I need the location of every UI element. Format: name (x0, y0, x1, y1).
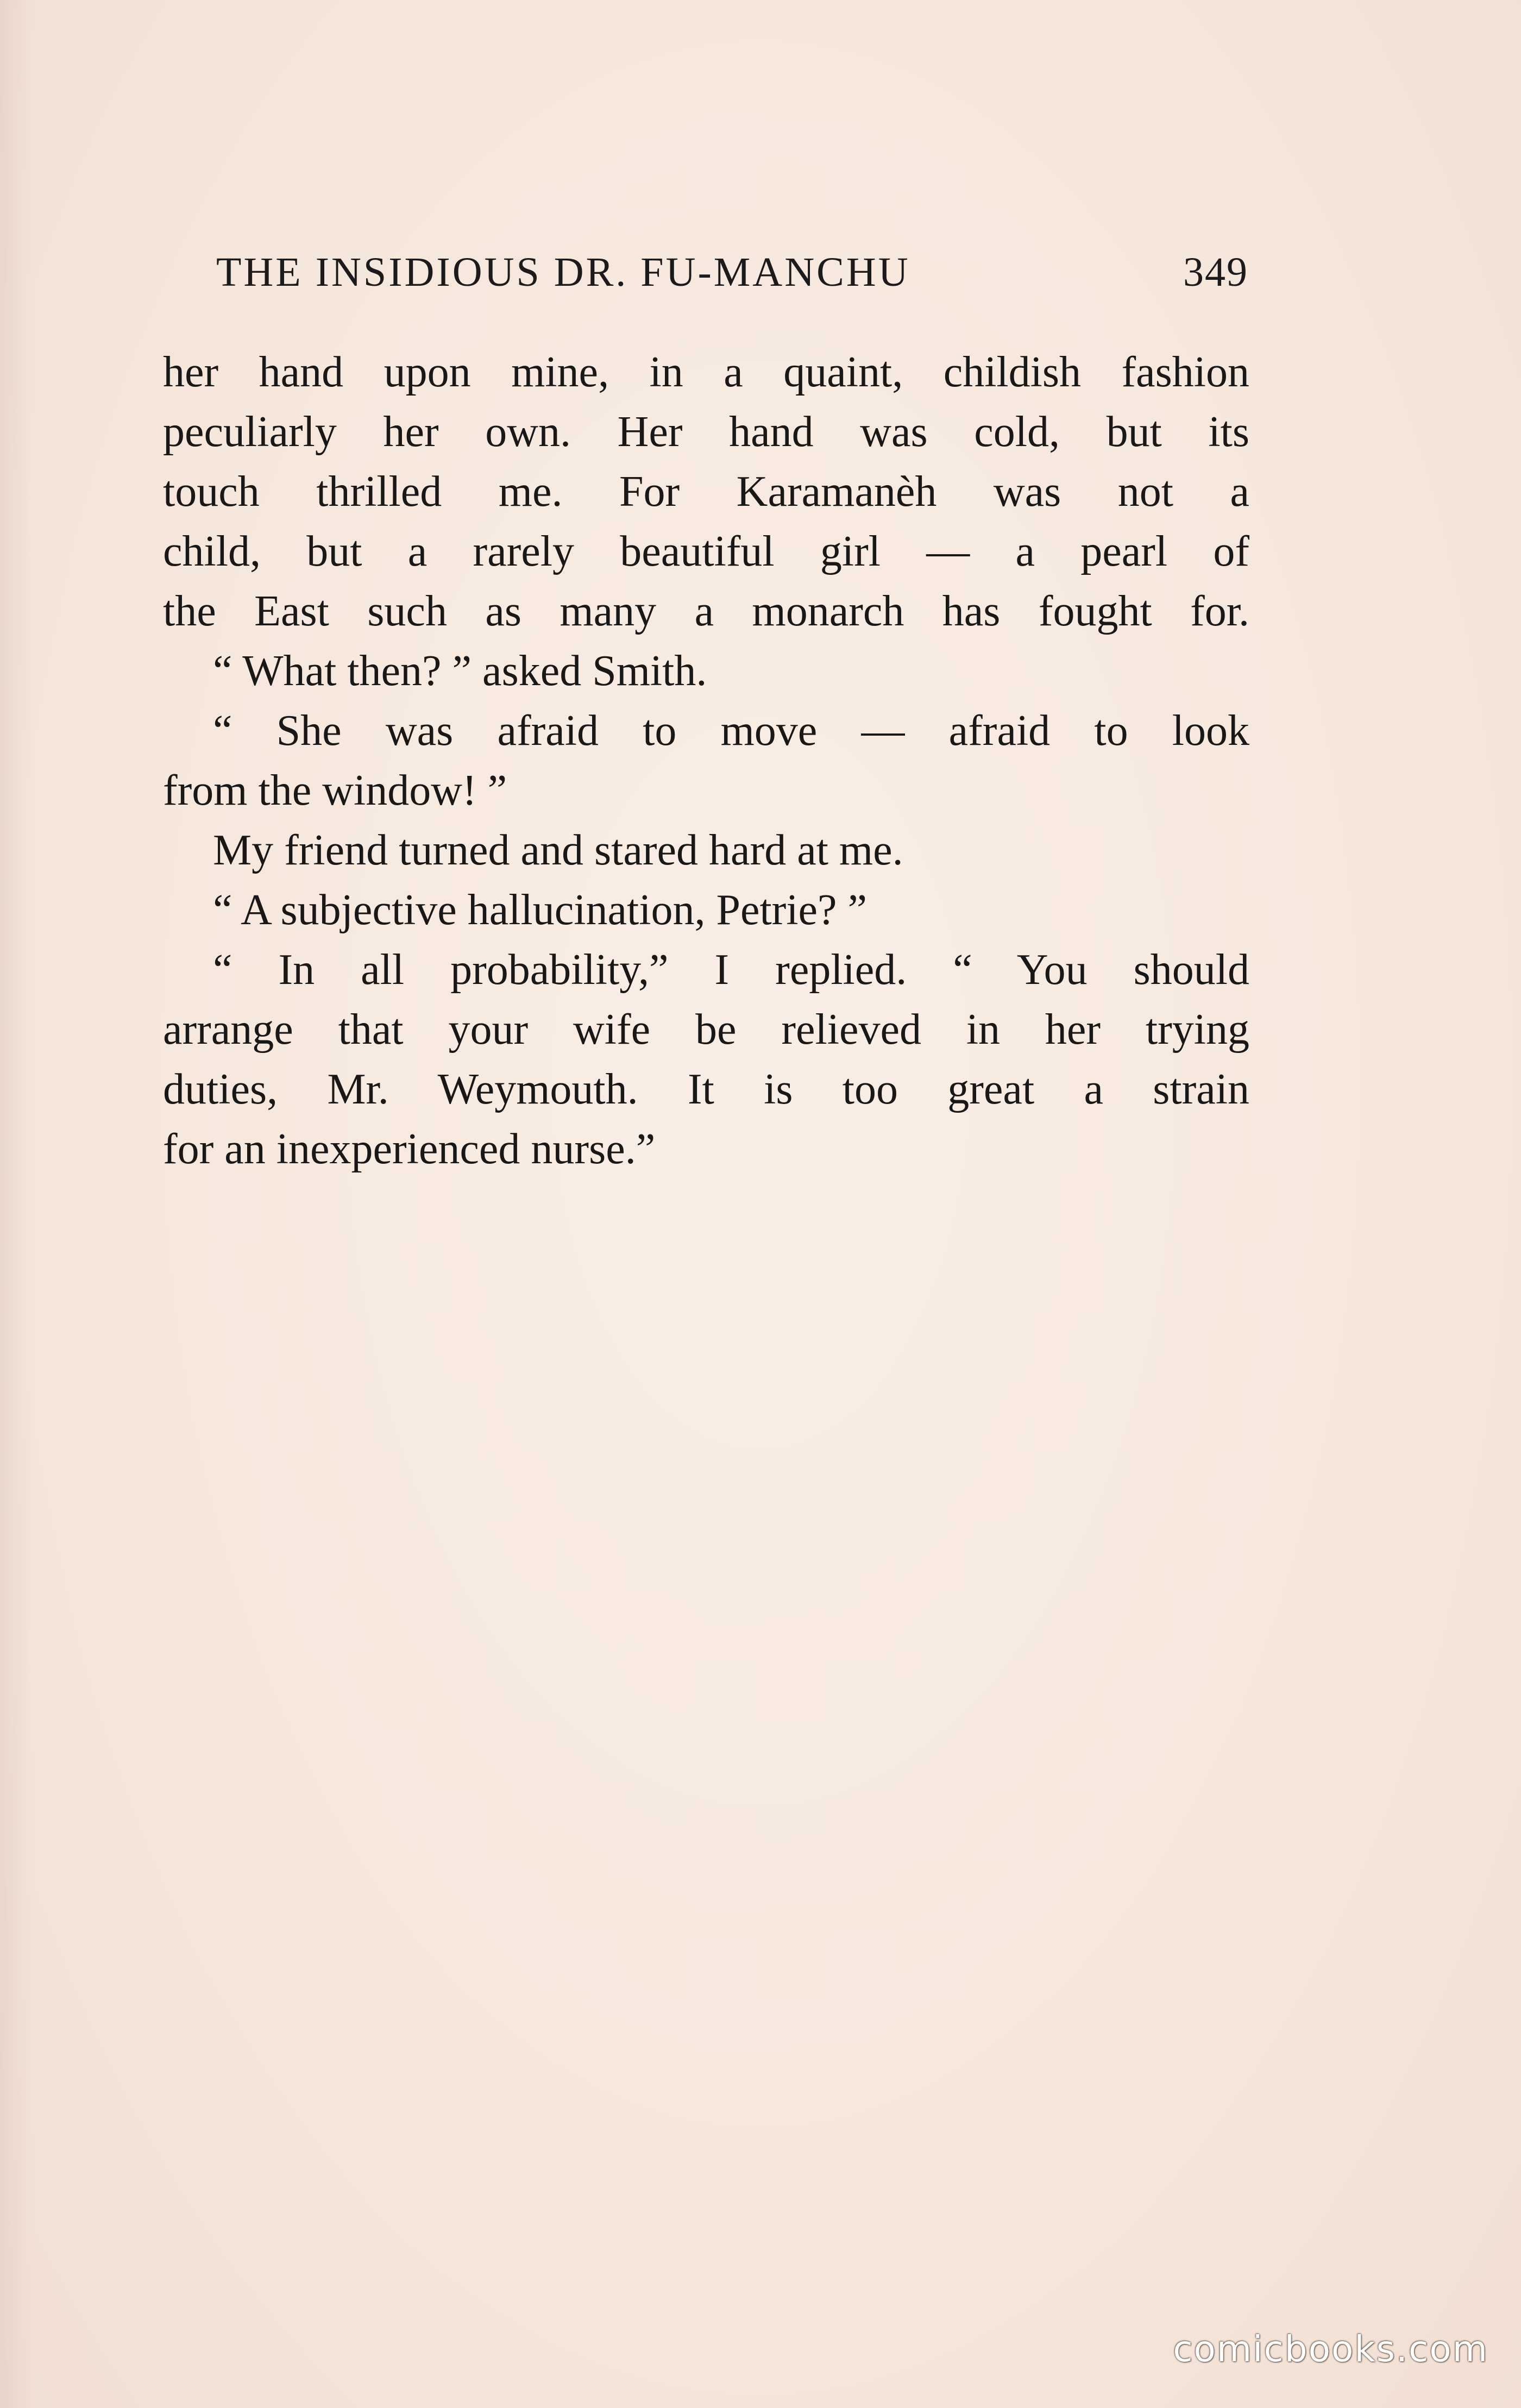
running-head (216, 249, 1248, 309)
text-line: her hand upon mine, in a quaint, childish fashion (163, 348, 1249, 396)
text-line: “ She was afraid to move — afraid to look (213, 707, 1249, 755)
page-edge-shadow (0, 0, 33, 2408)
text-line: for an inexperienced nurse.” (163, 1125, 656, 1173)
text-line: “ What then? ” asked Smith. (213, 647, 707, 695)
text-line: child, but a rarely beautiful girl — a pearl of (163, 528, 1249, 575)
text-line: “ A subjective hallucination, Petrie? ” (213, 886, 868, 934)
running-title: THE INSIDIOUS DR. FU-MANCHU (216, 249, 910, 295)
text-line: peculiarly her own. Her hand was cold, but its (163, 408, 1249, 456)
text-line: arrange that your wife be relieved in her trying (163, 1006, 1249, 1054)
text-line: “ In all probability,” I replied. “ You should (213, 946, 1249, 994)
text-line: touch thrilled me. For Karamanèh was not a (163, 468, 1249, 516)
page-number: 349 (1183, 249, 1248, 295)
body-text (163, 342, 1249, 1179)
text-line: from the window! ” (163, 767, 507, 814)
text-line: the East such as many a monarch has fought for. (163, 587, 1249, 635)
text-line: duties, Mr. Weymouth. It is too great a strain (163, 1065, 1249, 1113)
text-line: My friend turned and stared hard at me. (213, 826, 903, 874)
watermark: comicbooks.com (1173, 2328, 1488, 2370)
